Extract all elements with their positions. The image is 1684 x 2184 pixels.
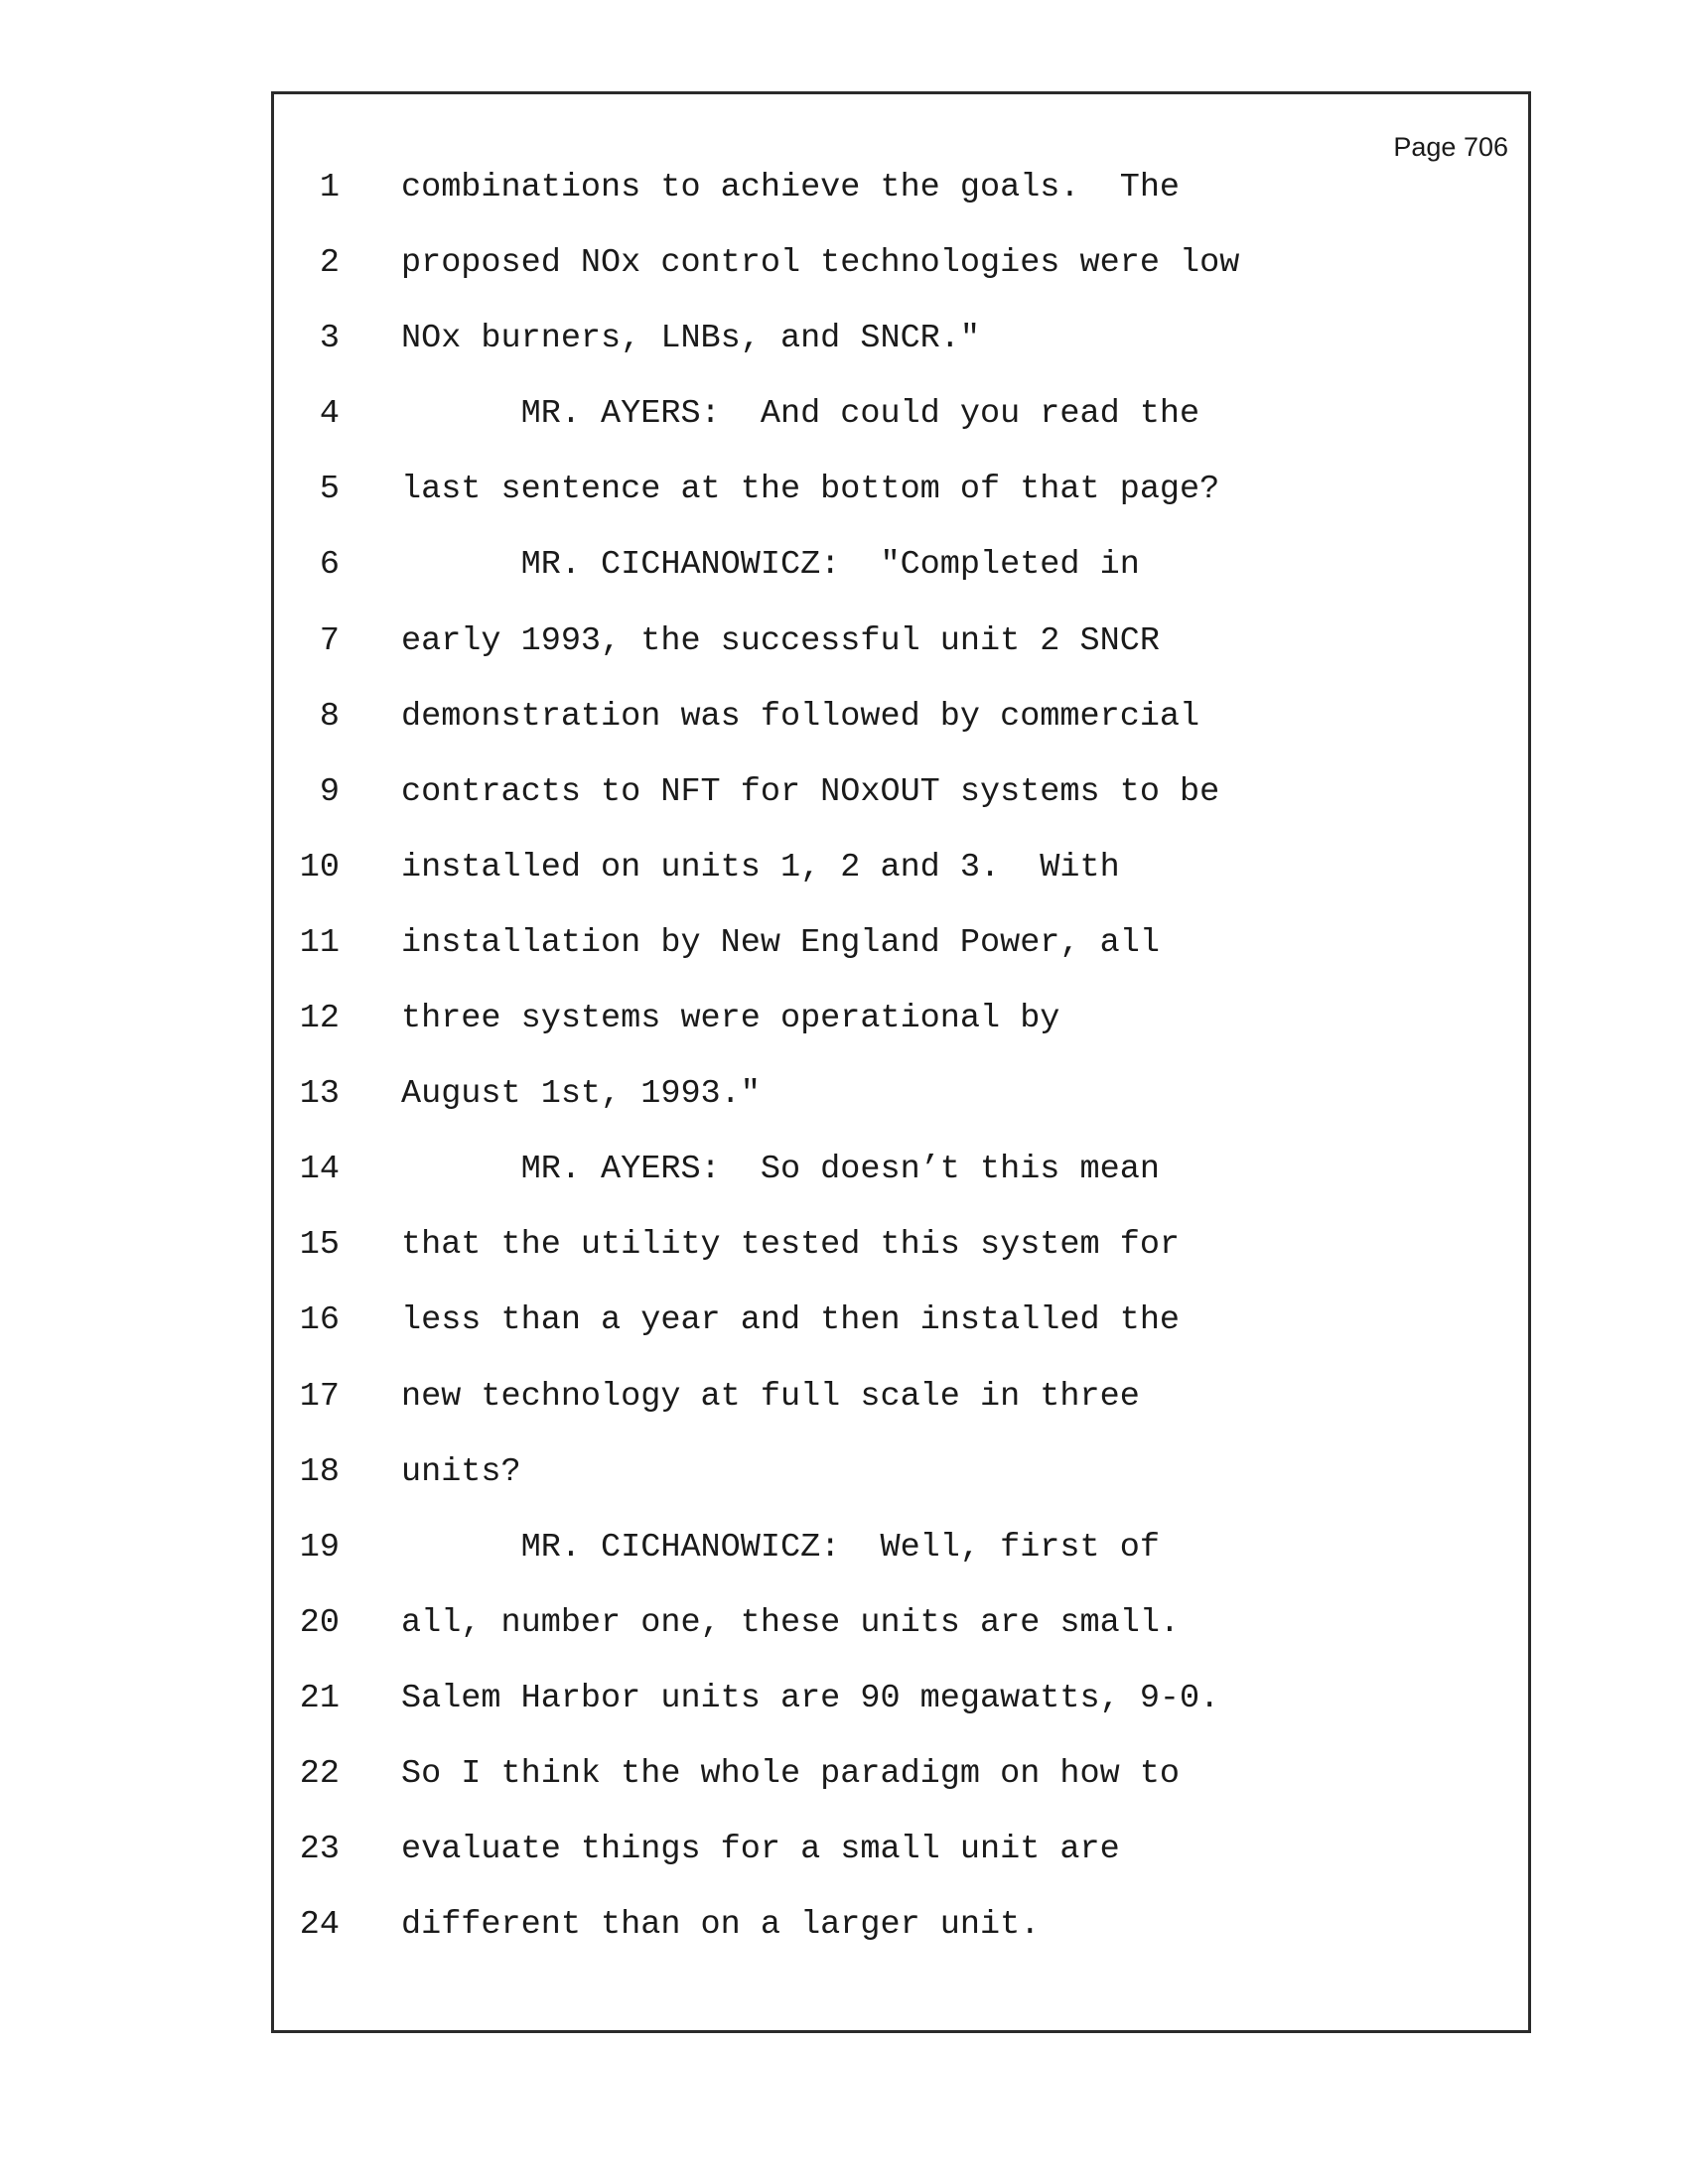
- line-text: different than on a larger unit.: [401, 1906, 1041, 1945]
- line-text: MR. AYERS: So doesn’t this mean: [401, 1151, 1160, 1189]
- line-number: 1: [319, 169, 340, 206]
- transcript-line: [274, 923, 1528, 999]
- line-text: installed on units 1, 2 and 3. With: [401, 848, 1120, 887]
- line-number: 20: [299, 1603, 340, 1642]
- line-text: all, number one, these units are small.: [401, 1603, 1181, 1642]
- line-number: 16: [299, 1301, 340, 1340]
- line-text: contracts to NFT for NOxOUT systems to be: [401, 772, 1220, 811]
- transcript-line: [274, 1377, 1528, 1452]
- transcript-line: [274, 1528, 1528, 1603]
- line-number: 21: [299, 1679, 340, 1717]
- line-number: 8: [319, 697, 340, 736]
- transcript-line: [274, 168, 1528, 243]
- transcript-line: [274, 621, 1528, 697]
- line-text: less than a year and then installed the: [401, 1301, 1181, 1340]
- line-text: combinations to achieve the goals. The: [401, 169, 1181, 206]
- line-number: 23: [299, 1831, 340, 1869]
- transcript-line: [274, 772, 1528, 848]
- transcript-line: [274, 848, 1528, 923]
- transcript-line: [274, 1679, 1528, 1754]
- transcript-line: [274, 1905, 1528, 1980]
- line-number: 18: [299, 1452, 340, 1491]
- line-text: MR. CICHANOWICZ: Well, first of: [401, 1528, 1160, 1567]
- transcript-line: [274, 243, 1528, 319]
- line-text: Salem Harbor units are 90 megawatts, 9-0.: [401, 1679, 1220, 1717]
- line-number: 10: [299, 848, 340, 887]
- line-text: installation by New England Power, all: [401, 923, 1160, 962]
- transcript-line: [274, 545, 1528, 620]
- line-text: that the utility tested this system for: [401, 1226, 1181, 1265]
- transcript-line: [274, 1150, 1528, 1225]
- line-text: three systems were operational by: [401, 1000, 1060, 1038]
- line-number: 2: [319, 244, 340, 283]
- line-number: 11: [299, 923, 340, 962]
- transcript-lines: [274, 168, 1528, 1980]
- line-text: NOx burners, LNBs, and SNCR.": [401, 320, 980, 358]
- line-text: early 1993, the successful unit 2 SNCR: [401, 621, 1160, 660]
- line-number: 4: [319, 395, 340, 434]
- page-number: Page 706: [1393, 132, 1508, 162]
- transcript-line: [274, 319, 1528, 394]
- line-number: 7: [319, 621, 340, 660]
- line-text: units?: [401, 1452, 521, 1491]
- transcript-line: [274, 1452, 1528, 1528]
- line-number: 12: [299, 1000, 340, 1038]
- line-number: 3: [319, 320, 340, 358]
- transcript-line: [274, 1225, 1528, 1300]
- line-number: 6: [319, 546, 340, 585]
- transcript-line: [274, 1830, 1528, 1905]
- line-text: August 1st, 1993.": [401, 1075, 761, 1114]
- transcript-page-frame: [271, 91, 1531, 2033]
- line-number: 15: [299, 1226, 340, 1265]
- transcript-line: [274, 1603, 1528, 1679]
- line-text: new technology at full scale in three: [401, 1377, 1140, 1416]
- line-text: evaluate things for a small unit are: [401, 1831, 1120, 1869]
- transcript-line: [274, 470, 1528, 545]
- transcript-line: [274, 1074, 1528, 1150]
- line-text: last sentence at the bottom of that page?: [401, 471, 1220, 509]
- line-text: So I think the whole paradigm on how to: [401, 1754, 1181, 1793]
- line-text: proposed NOx control technologies were low: [401, 244, 1240, 283]
- line-number: 5: [319, 471, 340, 509]
- line-number: 22: [299, 1754, 340, 1793]
- transcript-line: [274, 999, 1528, 1074]
- line-number: 13: [299, 1075, 340, 1114]
- line-number: 24: [299, 1906, 340, 1945]
- line-number: 19: [299, 1528, 340, 1567]
- line-number: 9: [319, 772, 340, 811]
- transcript-line: [274, 697, 1528, 772]
- transcript-line: [274, 394, 1528, 470]
- transcript-line: [274, 1300, 1528, 1376]
- line-number: 14: [299, 1151, 340, 1189]
- line-text: demonstration was followed by commercial: [401, 697, 1200, 736]
- line-text: MR. CICHANOWICZ: "Completed in: [401, 546, 1140, 585]
- line-number: 17: [299, 1377, 340, 1416]
- line-text: MR. AYERS: And could you read the: [401, 395, 1200, 434]
- transcript-line: [274, 1754, 1528, 1830]
